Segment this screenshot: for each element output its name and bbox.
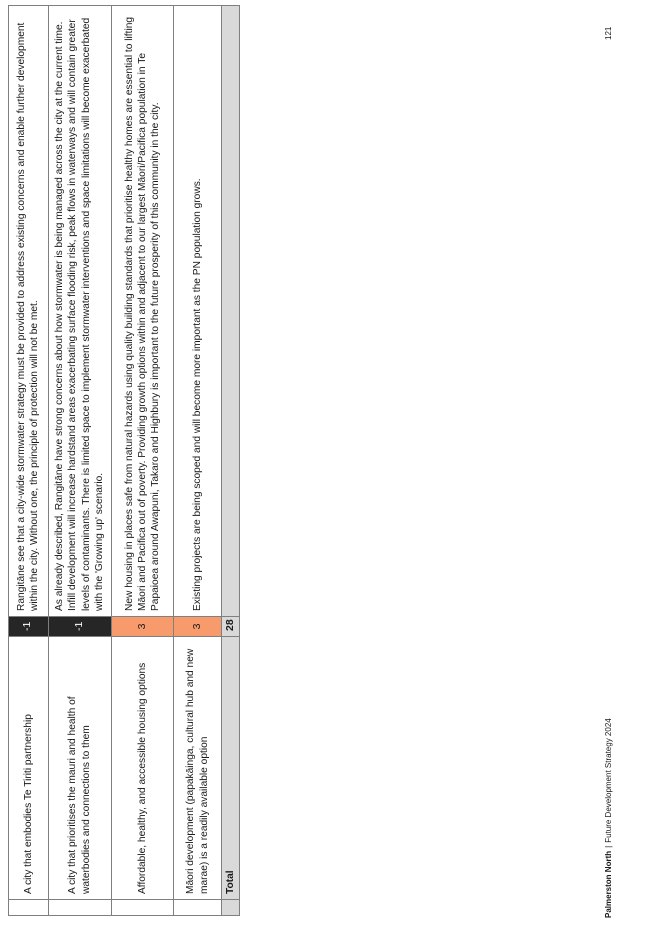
page-footer — [602, 578, 616, 918]
table-row — [174, 6, 222, 916]
score-cell: -1 — [9, 617, 49, 637]
total-row — [222, 6, 240, 916]
table-row — [48, 6, 111, 916]
criterion-cell: Affordable, healthy, and accessible housing options — [111, 637, 174, 900]
rotated-page-content — [8, 6, 240, 916]
footer-org: Palmerston North — [604, 850, 613, 918]
total-score: 28 — [222, 617, 240, 637]
score-cell: 3 — [174, 617, 222, 637]
comment-cell: New housing in places safe from natural hazards using quality building standards that prioritise healthy homes are essential to lifting Māori and Pacifica out of poverty. Providing growth options within and adjacent to our largest Māori/Pacifica population in Te Papaioea around Awapuni, Takaro and Highbury is important to the future prosperity of this community in the city. — [111, 6, 174, 617]
page-number: 121 — [604, 26, 613, 40]
criterion-cell: Māori development (papakāinga, cultural hub and new marae) is a readily available option — [174, 637, 222, 900]
row-spacer-cell — [111, 900, 174, 916]
score-cell: 3 — [111, 617, 174, 637]
table-row — [9, 6, 49, 916]
comment-cell: Rangitāne see that a city-wide stormwater strategy must be provided to address existing concerns and enable further development within the city. Without one, the principle of protection will not be met. — [9, 6, 49, 617]
criterion-cell: A city that prioritises the mauri and health of waterbodies and connections to them — [48, 637, 111, 900]
row-spacer-cell — [174, 900, 222, 916]
row-spacer-cell — [48, 900, 111, 916]
footer-doc-title: Future Development Strategy 2024 — [604, 718, 613, 843]
comment-cell: As already described, Rangitāne have strong concerns about how stormwater is being managed across the city at the current time. Infill development will increase hardstand areas exacerbating surface flooding risk, peak flows in waterways and will contain greater levels of contaminants. There is limited space to implement stormwater interventions and space limitations will become exacerbated with the 'Growing up' scenario. — [48, 6, 111, 617]
criterion-cell: A city that embodies Te Tiriti partnership — [9, 637, 49, 900]
assessment-table — [8, 5, 240, 916]
row-spacer-cell — [9, 900, 49, 916]
footer-separator: | — [604, 845, 613, 848]
total-empty-cell — [222, 6, 240, 617]
comment-cell: Existing projects are being scoped and will become more important as the PN population grows. — [174, 6, 222, 617]
table-row — [111, 6, 174, 916]
total-label: Total — [222, 637, 240, 900]
row-spacer-cell — [222, 900, 240, 916]
score-cell: -1 — [48, 617, 111, 637]
